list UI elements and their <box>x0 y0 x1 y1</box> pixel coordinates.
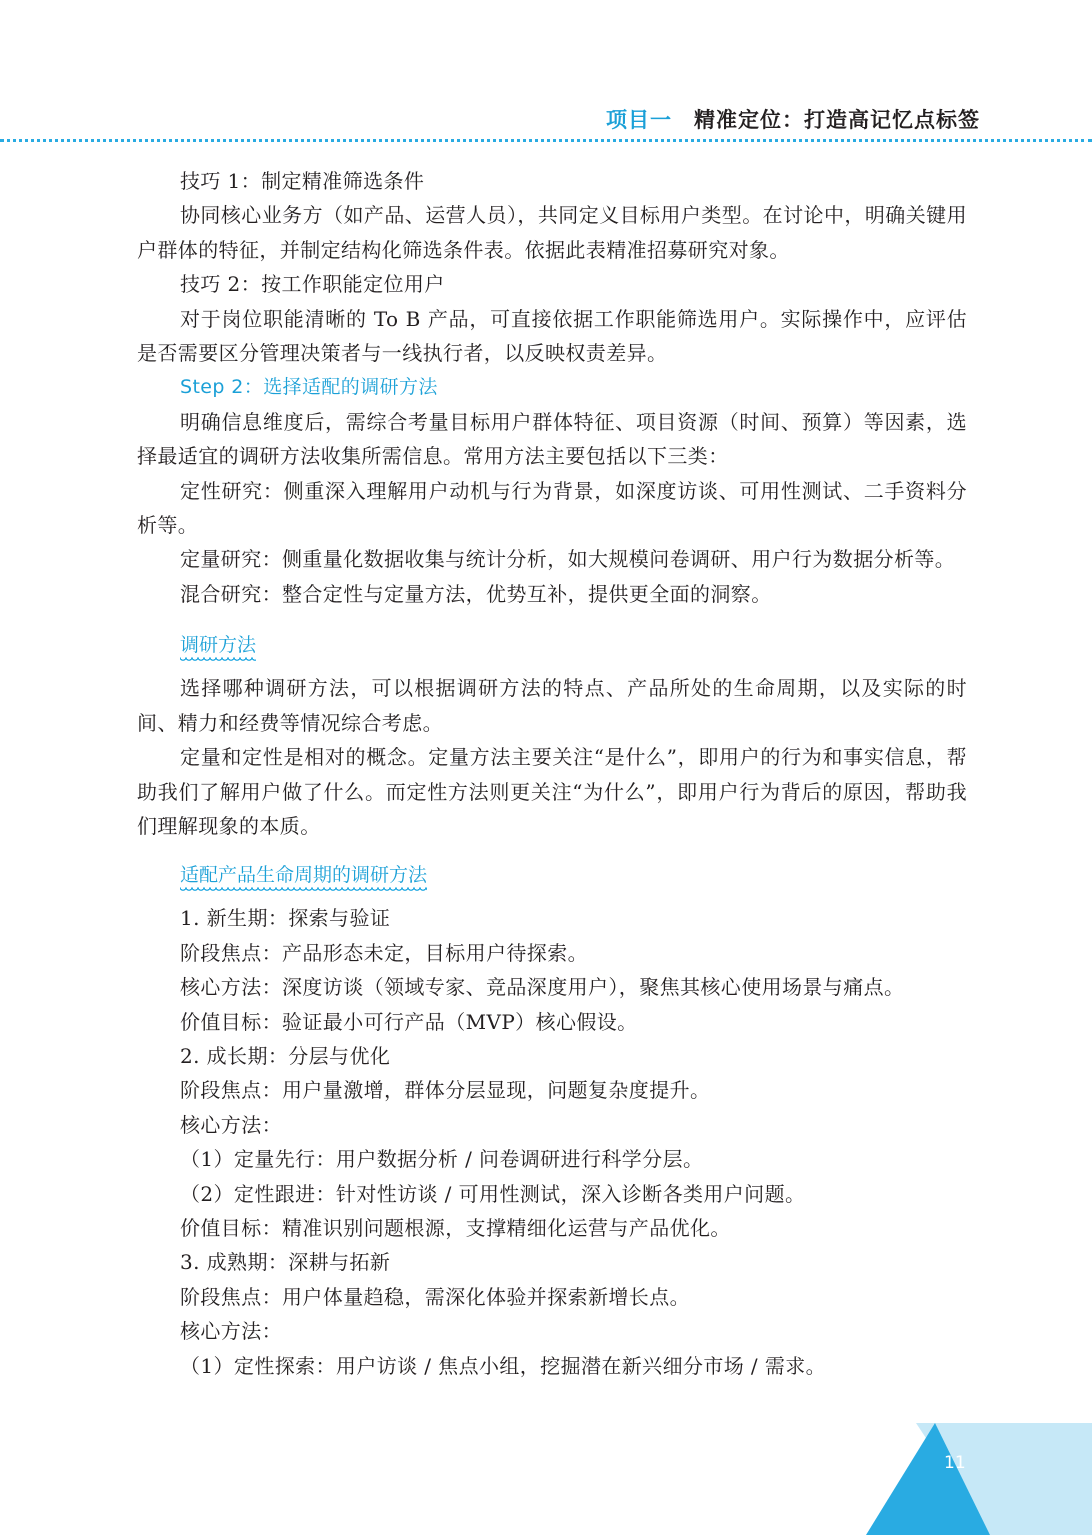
sidebar-heading-text: 调研方法 <box>180 631 256 661</box>
step-heading: Step 2：选择适配的调研方法 <box>180 376 438 399</box>
body-paragraph: 定性研究：侧重深入理解用户动机与行为背景，如深度访谈、可用性测试、二手资料分析等。 <box>137 478 967 538</box>
sidebar-paragraph: 定量和定性是相对的概念。定量方法主要关注“是什么”，即用户的行为和事实信息，帮助我们了解用户做了什么。而定性方法则更关注“为什么”，即用户行为背后的原因，帮助我们理解现象的本质。 <box>137 745 967 838</box>
lifecycle-line: 价值目标：验证最小可行产品（MVP）核心假设。 <box>180 1009 638 1034</box>
lifecycle-line: 阶段焦点：用户量激增，群体分层显现，问题复杂度提升。 <box>180 1078 711 1103</box>
sidebar-heading-text: 适配产品生命周期的调研方法 <box>180 861 427 891</box>
body-paragraph: 明确信息维度后，需综合考量目标用户群体特征、项目资源（时间、预算）等因素，选择最适宜的调研方法收集所需信息。常用方法主要包括以下三类： <box>137 409 967 469</box>
lifecycle-line: 核心方法：深度访谈（领域专家、竞品深度用户），聚焦其核心使用场景与痛点。 <box>180 975 905 1000</box>
lifecycle-line: 核心方法： <box>180 1319 282 1344</box>
header-dotted-rule <box>0 139 1092 142</box>
page-corner-decoration <box>866 1423 1092 1535</box>
sidebar-heading-methods <box>180 631 967 661</box>
running-header <box>606 104 980 134</box>
sidebar-paragraph: 选择哪种调研方法，可以根据调研方法的特点、产品所处的生命周期，以及实际的时间、精力和经费等情况综合考虑。 <box>137 676 967 735</box>
header-project-label: 项目一 <box>606 108 672 132</box>
tip-heading: 技巧 2：按工作职能定位用户 <box>180 272 445 297</box>
body-paragraph: 协同核心业务方（如产品、运营人员），共同定义目标用户类型。在讨论中，明确关键用户群体的特征，并制定结构化筛选条件表。依据此表精准招募研究对象。 <box>137 203 967 262</box>
lifecycle-line: （1）定量先行：用户数据分析 / 问卷调研进行科学分层。 <box>180 1147 704 1172</box>
lifecycle-line: 价值目标：精准识别问题根源，支撑精细化运营与产品优化。 <box>180 1215 731 1240</box>
body-paragraph: 对于岗位职能清晰的 To B 产品，可直接依据工作职能筛选用户。实际操作中，应评估是否需要区分管理决策者与一线执行者，以反映权责差异。 <box>137 306 967 366</box>
tip-heading: 技巧 1：制定精准筛选条件 <box>180 169 425 193</box>
lifecycle-line: 3. 成熟期：深耕与拓新 <box>180 1250 391 1275</box>
page-number: 11 <box>944 1453 966 1473</box>
lifecycle-line: 核心方法： <box>180 1112 282 1137</box>
lifecycle-line: 阶段焦点：产品形态未定，目标用户待探索。 <box>180 940 588 965</box>
lifecycle-line: （2）定性跟进：针对性访谈 / 可用性测试，深入诊断各类用户问题。 <box>180 1181 806 1206</box>
body-paragraph: 定量研究：侧重量化数据收集与统计分析，如大规模问卷调研、用户行为数据分析等。 <box>180 547 956 572</box>
lifecycle-line: 阶段焦点：用户体量趋稳，需深化体验并探索新增长点。 <box>180 1284 690 1309</box>
sidebar-heading-lifecycle <box>180 861 967 891</box>
lifecycle-line: 1. 新生期：探索与验证 <box>180 906 391 931</box>
lifecycle-line: 2. 成长期：分层与优化 <box>180 1043 391 1068</box>
header-chapter-title: 精准定位：打造高记忆点标签 <box>694 108 980 132</box>
lifecycle-line: （1）定性探索：用户访谈 / 焦点小组，挖掘潜在新兴细分市场 / 需求。 <box>180 1353 827 1378</box>
page-body <box>137 164 967 1383</box>
body-paragraph: 混合研究：整合定性与定量方法，优势互补，提供更全面的洞察。 <box>180 581 772 606</box>
